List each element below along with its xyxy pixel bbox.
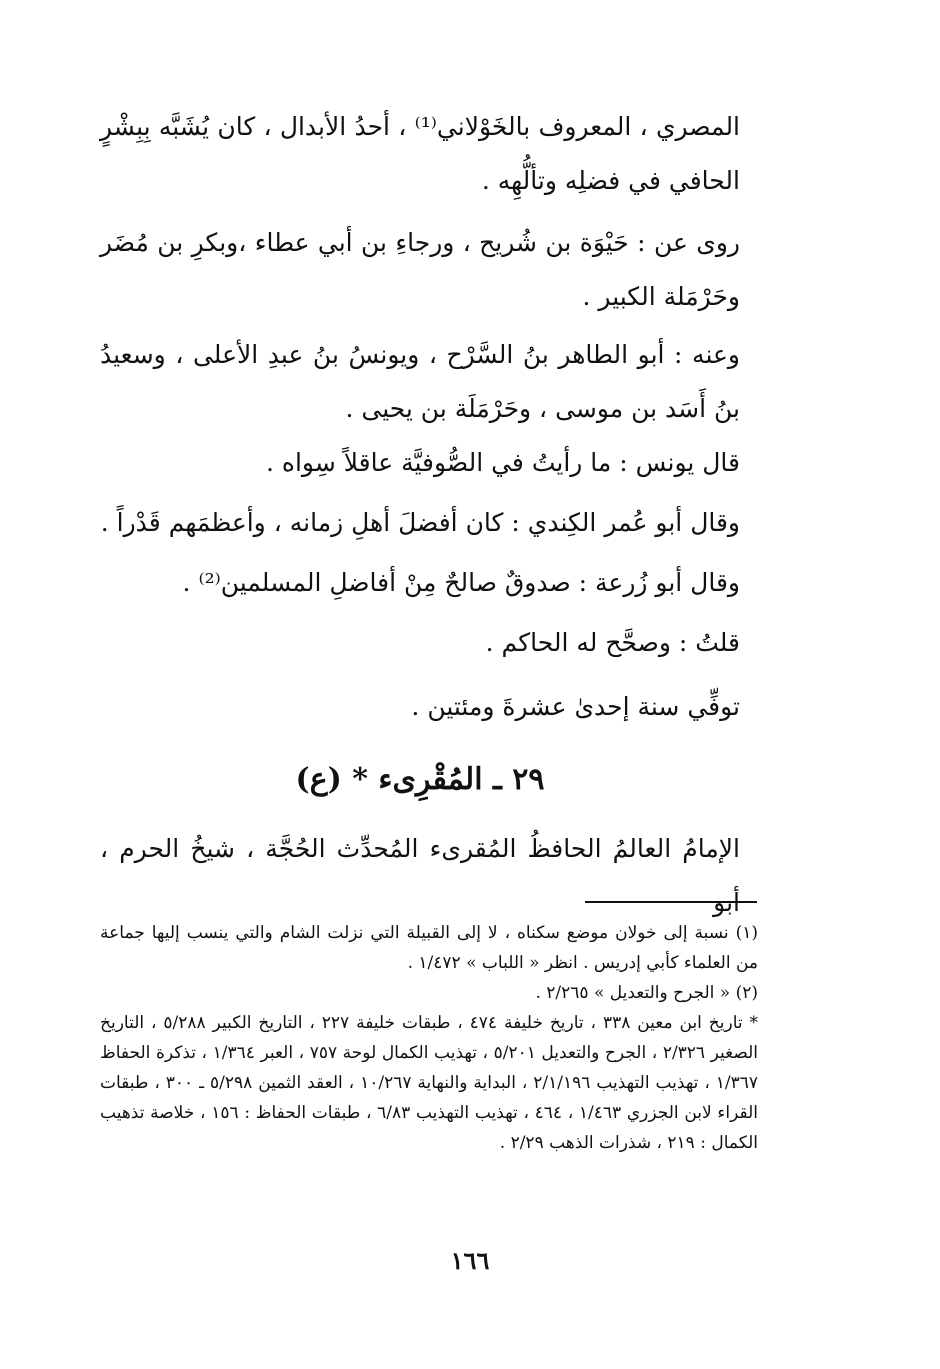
page-number: ١٦٦ xyxy=(450,1246,490,1275)
footnote-1: (١) نسبة إلى خولان موضع سكناه ، لا إلى القبيلة التي نزلت الشام والتي ينسب إليها جماعة من العلماء كأبي إدريس . انظر « اللباب » ١/٤٧٢ . xyxy=(100,923,758,973)
paragraph-narrated-by: وعنه : أبو الطاهر بنُ السَّرْح ، ويونسُ بنُ عبدِ الأعلى ، وسعيدُ بنُ أَسَد بن موسى ، وحَرْمَلَة بن يحيى . xyxy=(100,340,740,423)
paragraph-abu-zura-quote: وقال أبو زُرعة : صدوقٌ صالحٌ مِنْ أفاضلِ المسلمين⁽²⁾ . xyxy=(182,568,740,597)
footnote-sources: * تاريخ ابن معين ٣٣٨ ، تاريخ خليفة ٤٧٤ ، طبقات خليفة ٢٢٧ ، التاريخ الكبير ٥/٢٨٨ ، التاريخ الصغير ٢/٣٢٦ ، الجرح والتعديل ٥/٢٠١ ، تهذيب الكمال لوحة ٧٥٧ ، العبر ١/٣٦٤ ، تذكرة الحفاظ ١/٣٦٧ ، تهذيب التهذيب ٢/١/١٩٦ ، البداية والنهاية ١٠/٢٦٧ ، العقد الثمين ٥/٢٩٨ ـ ٣٠٠ ، طبقات القراء لابن الجزري ١/٤٦٣ ، ٤٦٤ ، تهذيب التهذيب ٦/٨٣ ، طبقات الحفاظ : ١٥٦ ، خلاصة تذهيب الكمال : ٢١٩ ، شذرات الذهب ٢/٢٩ . xyxy=(100,1013,759,1153)
paragraph-death-year: توفِّي سنة إحدىٰ عشرةَ ومئتين . xyxy=(411,692,740,721)
paragraph-biography-intro: المصري ، المعروف بالخَوْلاني⁽¹⁾ ، أحدُ الأبدال ، كان يُشَبَّه بِبِشْرٍ الحافي في فضلِه وتألُّهِه . xyxy=(100,112,741,195)
footnote-2: (٢) « الجرح والتعديل » ٢/٢٦٥ . xyxy=(535,983,758,1003)
footnote-divider xyxy=(585,901,757,903)
footnotes xyxy=(100,918,758,1158)
paragraph-kindi-quote: وقال أبو عُمر الكِندي : كان أفضلَ أهلِ زمانه ، وأعظمَهم قَدْراً . xyxy=(100,508,740,537)
paragraph-hakim-note: قلتُ : وصحَّح له الحاكم . xyxy=(485,628,740,657)
paragraph-entry-start: الإمامُ العالمُ الحافظُ المُقرىء المُحدِّث الحُجَّة ، شيخُ الحرم ، أبو xyxy=(100,834,740,917)
paragraph-narrated-from: روى عن : حَيْوَة بن شُريح ، ورجاءِ بن أبي عطاء ،وبكرِ بن مُضَر وحَرْمَلة الكبير . xyxy=(100,228,740,311)
entry-heading: ٢٩ ـ المُقْرِىء * (ع) xyxy=(295,762,545,797)
paragraph-yunus-quote: قال يونس : ما رأيتُ في الصُّوفيَّة عاقلاً سِواه . xyxy=(265,448,740,477)
